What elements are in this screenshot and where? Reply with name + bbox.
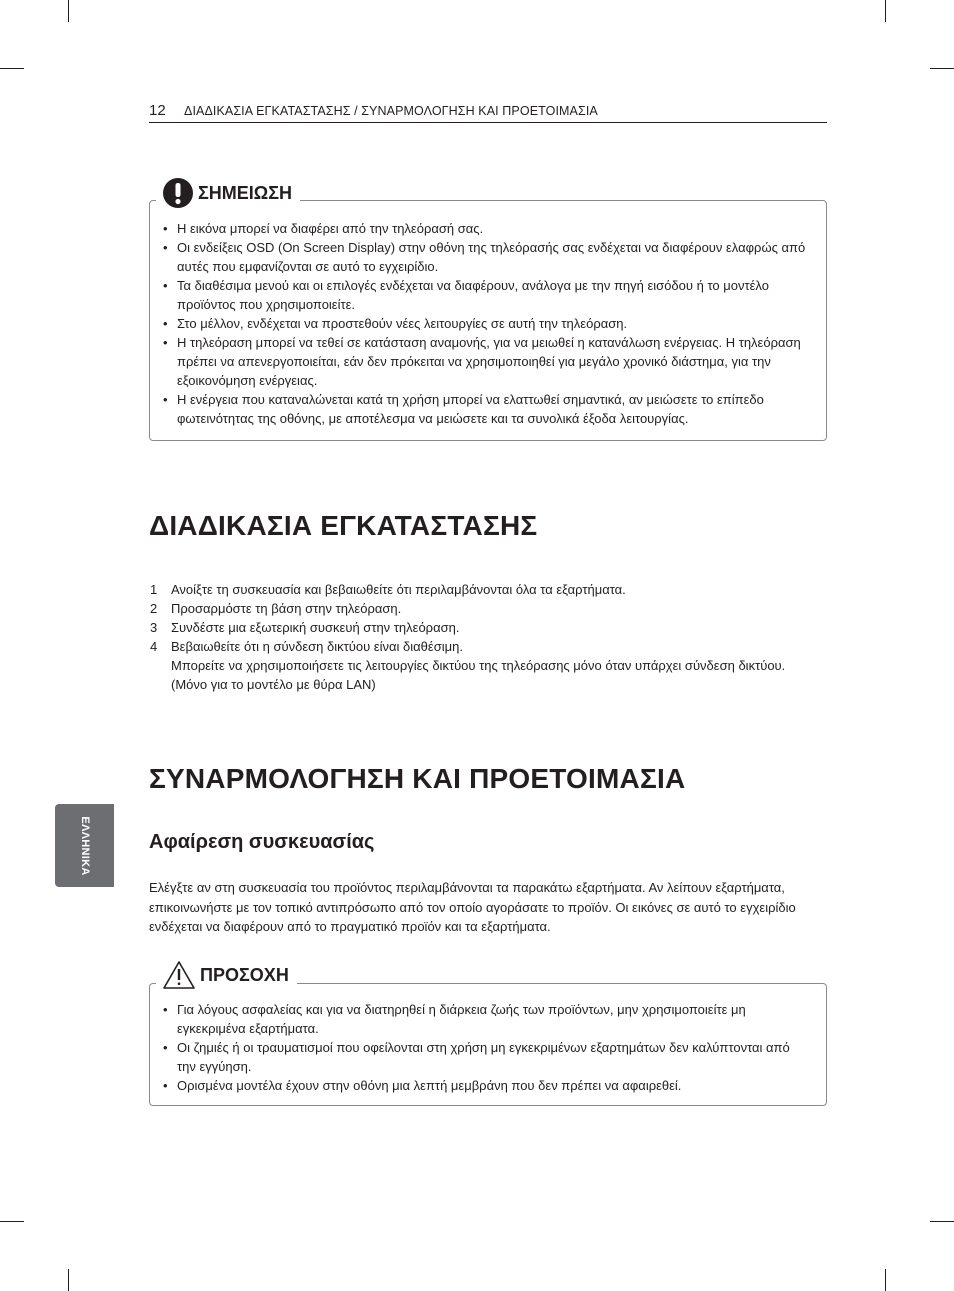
step-item: [149, 580, 809, 599]
page-header: [149, 102, 827, 123]
caution-list: [163, 1000, 812, 1095]
exclamation-icon: [162, 177, 194, 209]
step-note: Μπορείτε να χρησιμοποιήσετε τις λειτουργίες δικτύου της τηλεόρασης μόνο όταν υπάρχει σύνδεση δικτύου. (Μόνο για το μοντέλο με θύρα LAN): [171, 658, 786, 692]
language-tab-label: ΕΛΛΗΝΙΚΑ: [78, 815, 91, 876]
page-number: 12: [149, 102, 166, 119]
warning-triangle-icon: [162, 960, 196, 990]
bullet-item: • Στο μέλλον, ενδέχεται να προστεθούν νέες λειτουργίες σε αυτή την τηλεόραση.: [163, 314, 812, 333]
note-label: ΣΗΜΕΙΩΣΗ: [198, 182, 293, 203]
bullet-item: • Ορισμένα μοντέλα έχουν στην οθόνη μια λεπτή μεμβράνη που δεν πρέπει να αφαιρεθεί.: [163, 1076, 812, 1095]
install-title: ΔΙΑΔΙΚΑΣΙΑ ΕΓΚΑΤΑΣΤΑΣΗΣ: [149, 510, 538, 541]
unpacking-subtitle: Αφαίρεση συσκευασίας: [149, 831, 375, 853]
running-title: ΔΙΑΔΙΚΑΣΙΑ ΕΓΚΑΤΑΣΤΑΣΗΣ / ΣΥΝΑΡΜΟΛΟΓΗΣΗ ΚΑΙ ΠΡΟΕΤΟΙΜΑΣΙΑ: [184, 104, 598, 118]
caution-box: [149, 964, 827, 1106]
bullet-item: • Οι ενδείξεις OSD (On Screen Display) στην οθόνη της τηλεόρασής σας ενδέχεται να διαφέρουν ελαφρώς από αυτές που εμφανίζονται σε αυτό το εγχειρίδιο.: [163, 238, 812, 276]
caution-label: ΠΡΟΣΟΧΗ: [200, 964, 289, 985]
step-text: Ανοίξτε τη συσκευασία και βεβαιωθείτε ότι περιλαμβάνονται όλα τα εξαρτήματα.: [171, 582, 626, 597]
crop-mark: [885, 0, 886, 22]
unpacking-paragraph: Ελέγξτε αν στη συσκευασία του προϊόντος περιλαμβάνονται τα παρακάτω εξαρτήματα. Αν λείπουν εξαρτήματα, επικοινωνήστε με τον τοπικό αντιπρόσωπο από τον οποίο αγοράσατε το προϊόν. Οι εικόνες σε αυτό το εγχειρίδιο ενδέχεται να διαφέρουν από το πραγματικό προϊόν και τα εξαρτήματα.: [149, 880, 796, 934]
step-number: 4: [150, 639, 158, 654]
step-number: 3: [150, 620, 158, 635]
note-list: [163, 219, 812, 428]
bullet-item: • Η εικόνα μπορεί να διαφέρει από την τηλεόρασή σας.: [163, 219, 812, 238]
step-item: [149, 637, 809, 694]
bullet-item: • Η ενέργεια που καταναλώνεται κατά τη χρήση μπορεί να ελαττωθεί σημαντικά, αν μειώσετε το επίπεδο φωτεινότητας της οθόνης, με αποτέλεσμα να μειώσετε και τα συνολικά έξοδα λειτουργίας.: [163, 390, 812, 428]
note-heading: [156, 176, 300, 210]
crop-mark: [930, 68, 954, 69]
bullet-item: • Οι ζημιές ή οι τραυματισμοί που οφείλονται στη χρήση μη εγκεκριμένων εξαρτημάτων δεν καλύπτονται από την εγγύηση.: [163, 1038, 812, 1076]
crop-mark: [885, 1269, 886, 1291]
language-tab: [55, 804, 114, 887]
step-number: 1: [150, 582, 158, 597]
step-number: 2: [150, 601, 158, 616]
step-item: [149, 599, 809, 618]
bullet-item: • Για λόγους ασφαλείας και για να διατηρηθεί η διάρκεια ζωής των προϊόντων, μην χρησιμοποιείτε μη εγκεκριμένα εξαρτήματα.: [163, 1000, 812, 1038]
bullet-item: • Η τηλεόραση μπορεί να τεθεί σε κατάσταση αναμονής, για να μειωθεί η κατανάλωση ενέργειας. Η τηλεόραση πρέπει να απενεργοποιείται, εάν δεν πρόκειται να χρησιμοποιηθεί για μεγάλο χρονικό διάστημα, για την εξοικονόμηση ενέργειας.: [163, 333, 812, 390]
assembly-title: ΣΥΝΑΡΜΟΛΟΓΗΣΗ ΚΑΙ ΠΡΟΕΤΟΙΜΑΣΙΑ: [149, 763, 686, 794]
step-text: Συνδέστε μια εξωτερική συσκευή στην τηλεόραση.: [171, 620, 460, 635]
step-text: Προσαρμόστε τη βάση στην τηλεόραση.: [171, 601, 402, 616]
caution-heading: [156, 958, 297, 992]
install-steps: [149, 580, 809, 694]
note-box: [149, 182, 827, 441]
bullet-item: • Τα διαθέσιμα μενού και οι επιλογές ενδέχεται να διαφέρουν, ανάλογα με την πηγή εισόδου ή το μοντέλο προϊόντος που χρησιμοποιείτε.: [163, 276, 812, 314]
crop-mark: [68, 1269, 69, 1291]
crop-mark: [68, 0, 69, 22]
crop-mark: [0, 1221, 24, 1222]
crop-mark: [0, 68, 24, 69]
step-item: [149, 618, 809, 637]
crop-mark: [930, 1221, 954, 1222]
step-text: Βεβαιωθείτε ότι η σύνδεση δικτύου είναι διαθέσιμη.: [171, 639, 463, 654]
